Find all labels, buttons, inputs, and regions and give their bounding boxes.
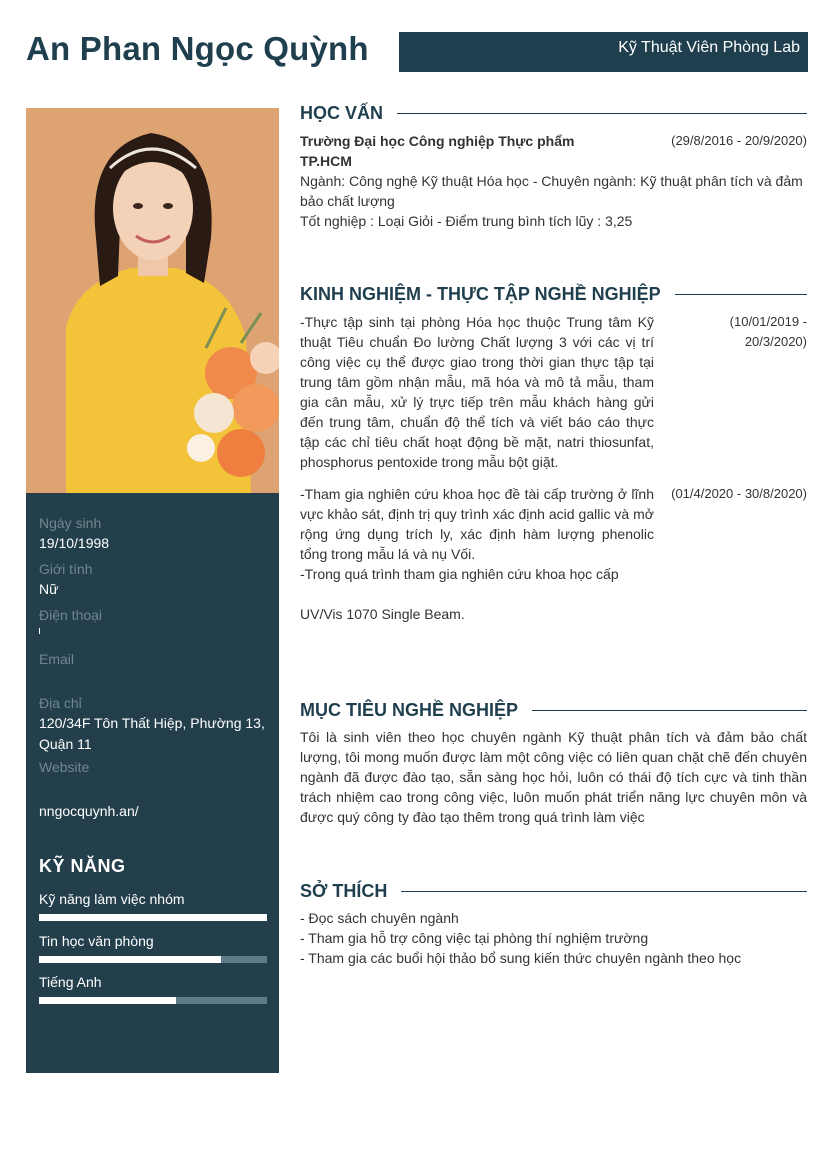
experience-description-tail: UV/Vis 1070 Single Beam.: [300, 606, 465, 622]
experience-description: -Thực tập sinh tại phòng Hóa học thuộc Trung tâm Kỹ thuật Tiêu chuẩn Đo lường Chất lượng 3 với các vị trí công việc cụ thể được giao trong thời gian thực tập tại trung tâm gồm nhận mẫu, mã hóa và mô tả mẫu, tham gia cân mẫu, xử lý trực tiếp trên mẫu khách hàng gửi đến trung tâm, chuẩn độ thể tích và viết báo cáo thực tập các chỉ tiêu chất hoạt động bề mặt, natri thiosunfat, phosphorus pentoxide trong mẫu bột giặt.: [300, 314, 654, 470]
gender-label: Giới tính: [39, 561, 93, 577]
website-spacer-2: [39, 789, 269, 801]
hobbies-section: [300, 881, 807, 968]
list-item: - Tham gia các buổi hội thảo bổ sung kiến thức chuyên ngành theo học: [300, 950, 742, 966]
experience-description-continued: -Trong quá trình tham gia nghiên cứu khoa học cấp: [300, 566, 619, 582]
experience-date-line1: (10/01/2019 -: [729, 314, 807, 329]
address-label: Địa chỉ: [39, 695, 82, 711]
skills-title: KỸ NĂNG: [39, 856, 126, 876]
phone-value-redacted: [39, 625, 269, 637]
list-item: - Tham gia hỗ trợ công việc tại phòng thí nghiệm trường: [300, 930, 649, 946]
address-value: 120/34F Tôn Thất Hiệp, Phường 13, Quận 11: [39, 715, 265, 752]
experience-entry: [300, 484, 807, 624]
education-dates: (29/8/2016 - 20/9/2020): [671, 133, 807, 148]
birth-label: Ngày sinh: [39, 515, 102, 531]
education-major: Ngành: Công nghệ Kỹ thuật Hóa học - Chuyên ngành: Kỹ thuật phân tích và đảm bảo chất lượng: [300, 173, 803, 209]
hobbies-title: SỞ THÍCH: [300, 881, 401, 902]
website-value[interactable]: nngocquynh.an/: [39, 803, 139, 819]
skill-name: Tiếng Anh: [39, 974, 102, 990]
birth-value: 19/10/1998: [39, 535, 110, 551]
education-title: HỌC VẤN: [300, 103, 397, 124]
job-title: Kỹ Thuật Viên Phòng Lab: [618, 39, 800, 56]
experience-date-line2: 20/3/2020): [744, 334, 807, 349]
personal-info: [39, 513, 269, 827]
hobbies-list: [300, 908, 807, 968]
skill-bar: [39, 997, 267, 1004]
experience-dates: (01/4/2020 - 30/8/2020): [671, 486, 807, 501]
candidate-name: An Phan Ngọc Quỳnh: [26, 30, 369, 67]
email-value-redacted: [39, 669, 269, 681]
section-header: [300, 103, 807, 127]
email-spacer: [39, 681, 269, 693]
phone-spacer: [39, 637, 269, 649]
skill-item: [39, 973, 267, 1004]
profile-photo: [26, 108, 279, 493]
school-name: Trường Đại học Công nghiệp Thực phẩm TP.HCM: [300, 133, 575, 169]
skill-name: Kỹ năng làm việc nhóm: [39, 891, 185, 907]
skill-bar-fill: [39, 997, 176, 1004]
objective-section: [300, 700, 807, 827]
experience-description: -Tham gia nghiên cứu khoa học đề tài cấp trường ở lĩnh vực khảo sát, định trị quy trình xác định acid gallic và mở rộng ứng dụng trích ly, xác định hàm lượng phenolic tổng trong mẫu lá và nụ Vối.: [300, 486, 654, 562]
experience-entry: [300, 312, 807, 472]
section-header: [300, 881, 807, 905]
experience-section: [300, 284, 807, 624]
education-section: [300, 103, 807, 231]
education-graduation: Tốt nghiệp : Loại Giỏi - Điểm trung bình tích lũy : 3,25: [300, 213, 633, 229]
objective-text: Tôi là sinh viên theo học chuyên ngành Kỹ thuật phân tích và đảm bảo chất lượng, tôi mong muốn được làm một công việc có liên quan chặt chẽ đến chuyên ngành đã được đào tạo, sẵn sàng học hỏi, luôn có thái độ tích cực và tinh thần trách nhiệm cao trong công việc, luôn muốn phát triển năng lực chuyên môn và được quý công ty đào tạo thêm trong quá trình làm việc: [300, 729, 807, 825]
skill-bar-fill: [39, 956, 221, 963]
portrait-illustration: [26, 108, 279, 493]
skill-name: Tin học văn phòng: [39, 933, 154, 949]
website-label: Website: [39, 759, 90, 775]
education-entry: [300, 131, 807, 231]
job-title-bar: [399, 32, 808, 72]
skill-bar-fill: [39, 914, 267, 921]
skill-item: [39, 932, 267, 963]
skill-item: [39, 890, 267, 921]
phone-label: Điện thoại: [39, 607, 103, 623]
experience-title: KINH NGHIỆM - THỰC TẬP NGHỀ NGHIỆP: [300, 284, 675, 305]
experience-text-clip: [300, 484, 654, 586]
section-header: [300, 700, 807, 724]
section-header: [300, 284, 807, 308]
sidebar: [26, 108, 279, 1073]
skill-bar: [39, 914, 267, 921]
website-spacer: [39, 777, 269, 789]
objective-title: MỤC TIÊU NGHỀ NGHIỆP: [300, 700, 532, 721]
skill-bar: [39, 956, 267, 963]
gender-value: Nữ: [39, 581, 59, 597]
email-label: Email: [39, 651, 75, 667]
list-item: - Đọc sách chuyên ngành: [300, 910, 459, 926]
